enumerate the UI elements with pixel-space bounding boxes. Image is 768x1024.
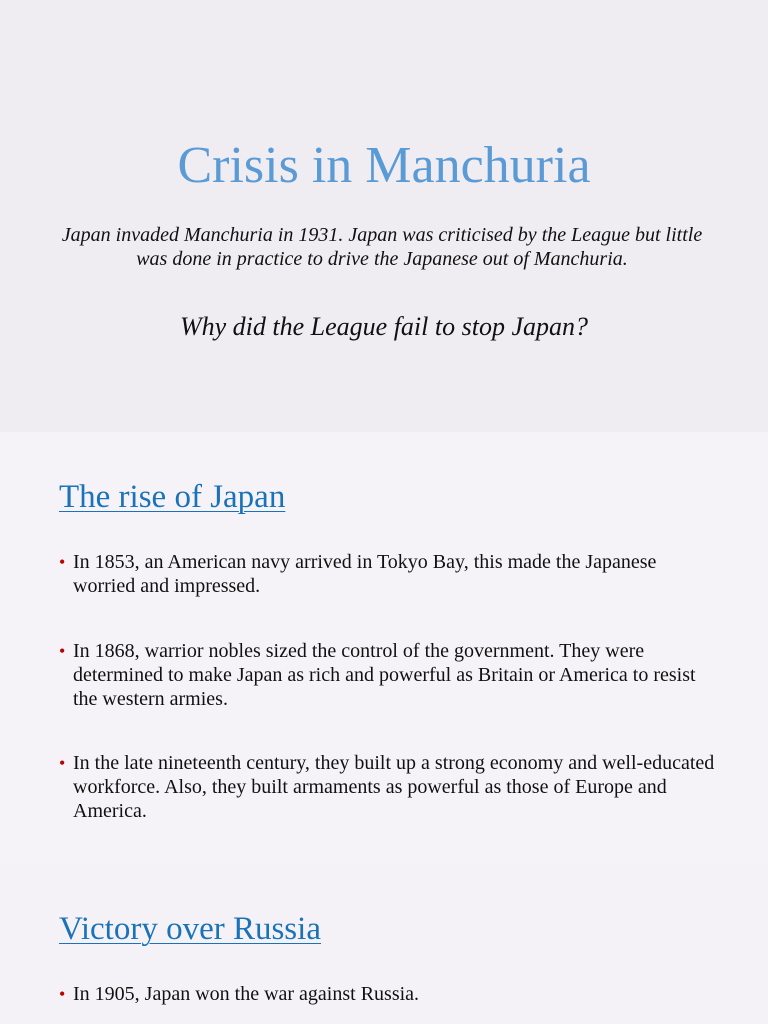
bullet-text: In the late nineteenth century, they built up a strong economy and well-educated workforce. Also, they built armaments as powerful as those of Europe and America. [73,752,715,822]
list-item [59,982,723,1006]
victory-over-russia-slide [0,864,768,1024]
list-item [59,639,723,711]
list-item [59,751,723,823]
list-item [59,550,723,598]
rise-of-japan-slide [0,432,768,864]
rise-of-japan-heading: The rise of Japan [59,479,286,515]
victory-over-russia-heading: Victory over Russia [59,911,321,947]
bullet-icon: • [59,984,66,1004]
bullet-icon: • [59,753,66,773]
bullet-text: In 1853, an American navy arrived in Tokyo Bay, this made the Japanese worried and impressed. [73,551,657,597]
key-question: Why did the League fail to stop Japan? [179,312,588,341]
page-title: Crisis in Manchuria [177,137,591,194]
bullet-text: In 1868, warrior nobles sized the control of the government. They were determined to make Japan as rich and powerful as Britain or America to resist the western armies. [73,640,696,710]
subtitle: Japan invaded Manchuria in 1931. Japan was criticised by the League but little was done in practice to drive the Japanese out of Manchuria. [61,224,703,270]
bullet-icon: • [59,641,66,661]
bullet-text: In 1905, Japan won the war against Russia. [73,983,420,1005]
bullet-icon: • [59,552,66,572]
title-slide [0,0,768,432]
